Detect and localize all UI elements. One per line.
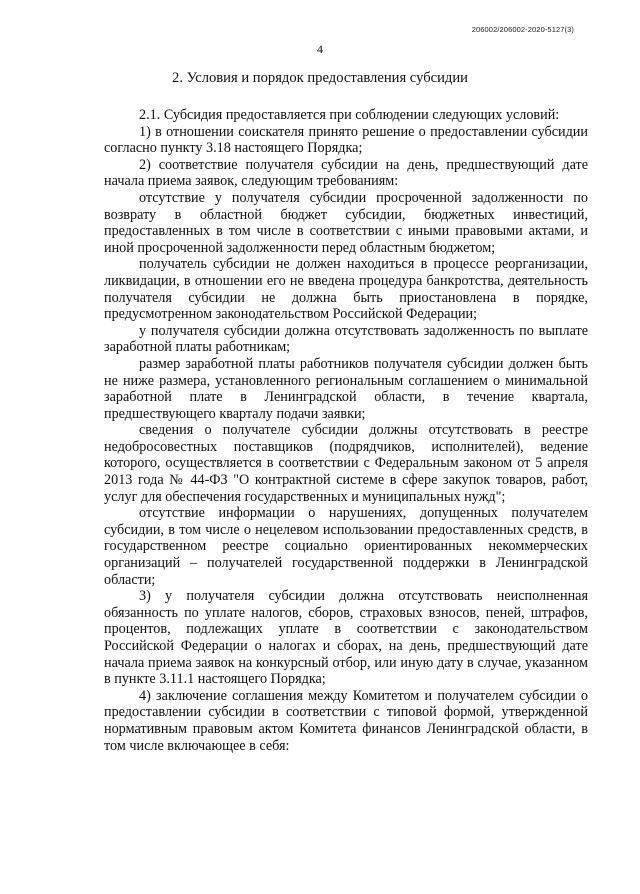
document-body (104, 107, 588, 754)
requirement-no-wage-debt: у получателя субсидии должна отсутствовать задолженность по выплате заработной платы работникам; (104, 322, 588, 356)
paragraph-item-2: 2) соответствие получателя субсидии на день, предшествующий дате начала приема заявок, следующим требованиям: (104, 156, 588, 190)
paragraph-item-3: 3) у получателя субсидии должна отсутствовать неисполненная обязанность по уплате налогов, сборов, страховых взносов, пеней, штрафов, процентов, подлежащих уплате в соответствии с законодательством Российской Федерации о налогах и сборах, на день, предшествующий дате начала приема заявок на конкурсный отбор, или иную дату в случае, указанном в пункте 3.11.1 настоящего Порядка; (104, 588, 588, 688)
requirement-no-debt: отсутствие у получателя субсидии просроченной задолженности по возврату в областной бюджет субсидии, бюджетных инвестиций, предоставленных в том числе в соответствии с иными правовыми актами, и иной просроченной задолженности перед областным бюджетом; (104, 189, 588, 256)
requirement-min-wage: размер заработной платы работников получателя субсидии должен быть не ниже размера, установленного региональным соглашением о минимальной заработной плате в Ленинградской области, в течение квартала, предшествующего кварталу подачи заявки; (104, 355, 588, 422)
requirement-not-in-registry: сведения о получателе субсидии должны отсутствовать в реестре недобросовестных поставщиков (подрядчиков, исполнителей), ведение которого, осуществляется в соответствии с Федеральным законом от 5 апреля 2013 года № 44-ФЗ "О контрактной системе в сфере закупок товаров, работ, услуг для обеспечения государственных и муниципальных нужд"; (104, 422, 588, 505)
section-title: 2. Условия и порядок предоставления субсидии (172, 70, 468, 86)
document-id: 206002/206002-2020-5127(3) (471, 25, 574, 34)
paragraph-item-1: 1) в отношении соискателя принято решение о предоставлении субсидии согласно пункту 3.18 настоящего Порядка; (104, 123, 588, 157)
page-number: 4 (317, 42, 323, 56)
requirement-no-liquidation: получатель субсидии не должен находиться в процессе реорганизации, ликвидации, в отношении его не введена процедура банкротства, деятельность получателя субсидии не должна быть приостановлена в порядке, предусмотренном законодательством Российской Федерации; (104, 256, 588, 323)
paragraph-2-1: 2.1. Субсидия предоставляется при соблюдении следующих условий: (139, 107, 560, 123)
requirement-no-violations: отсутствие информации о нарушениях, допущенных получателем субсидии, в том числе о нецелевом использовании предоставленных средств, в государственном реестре социально ориентированных некоммерческих организаций – получателей государственной поддержки в Ленинградской области; (104, 505, 588, 588)
paragraph-item-4: 4) заключение соглашения между Комитетом и получателем субсидии о предоставлении субсидии в соответствии с типовой формой, утвержденной нормативным правовым актом Комитета финансов Ленинградской области, в том числе включающее в себя: (104, 687, 588, 754)
